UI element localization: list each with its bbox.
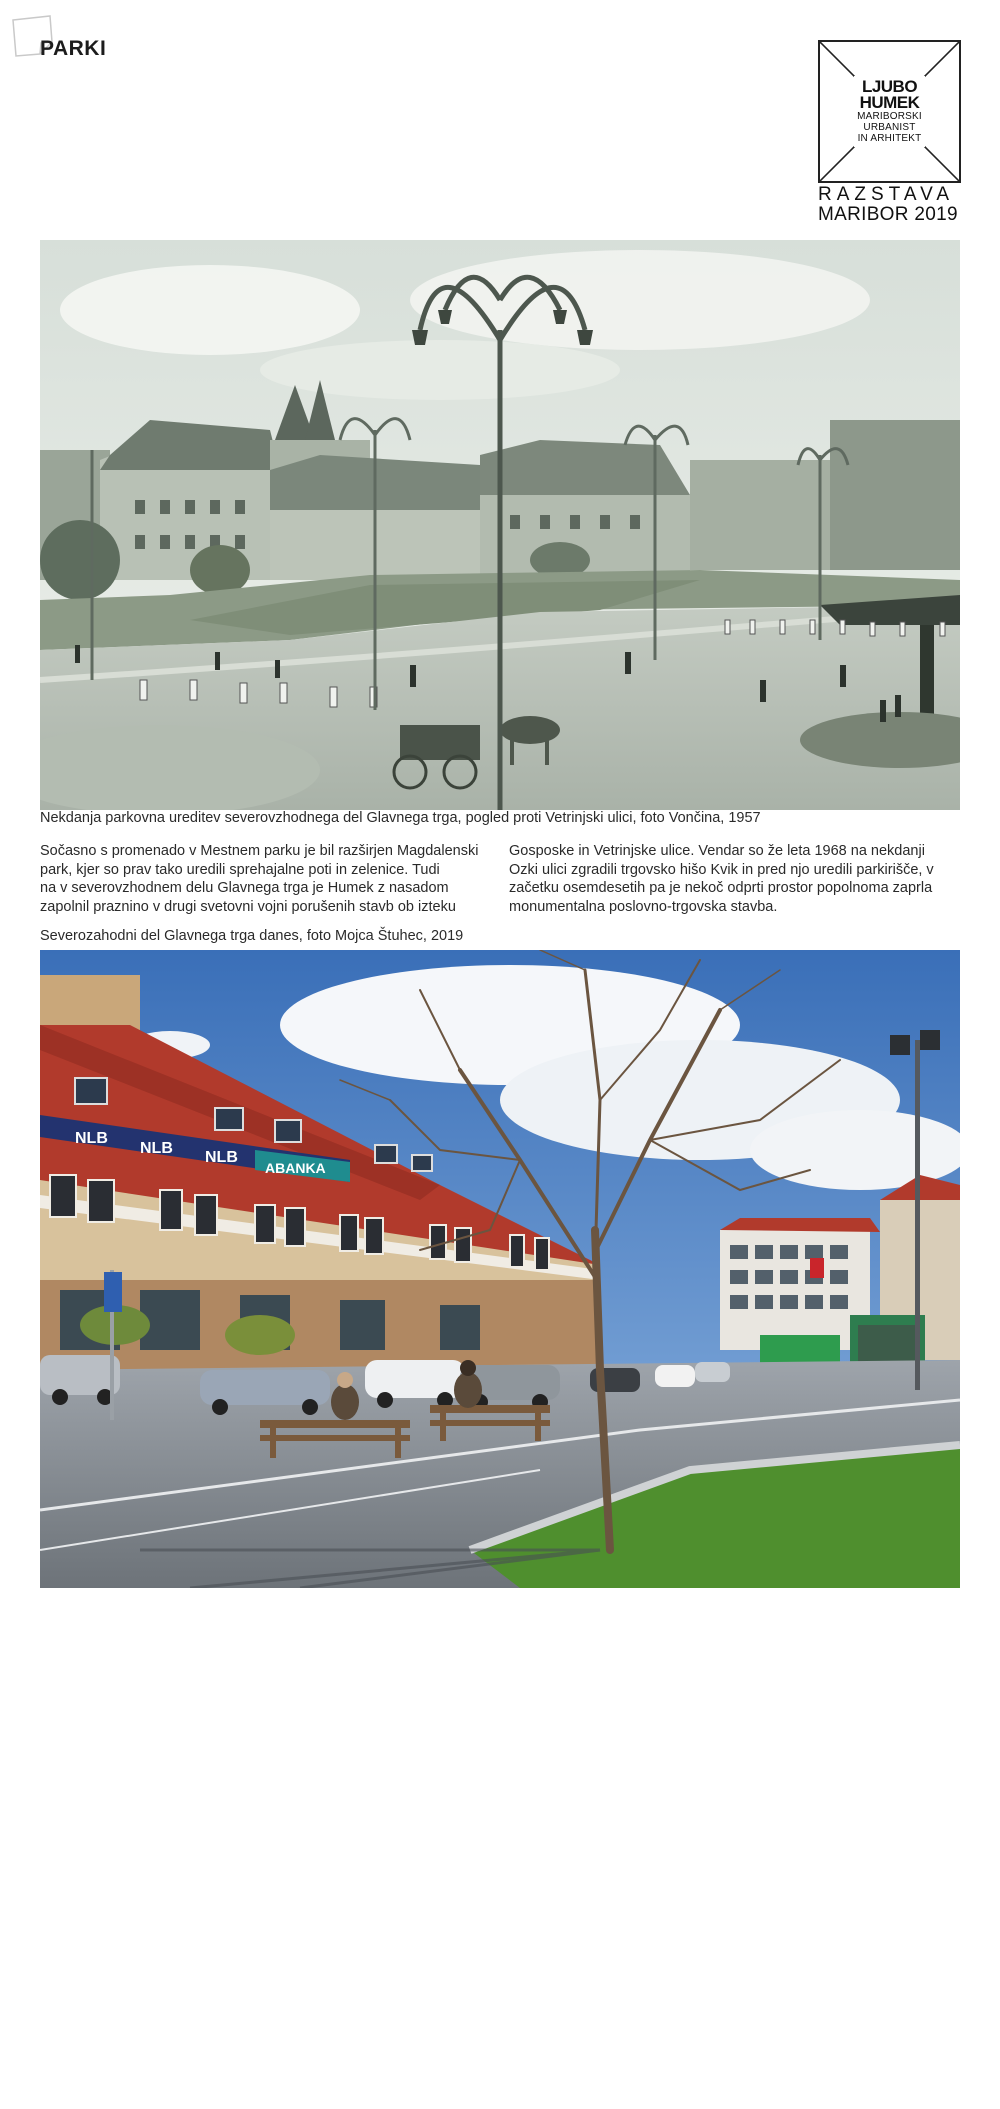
bank-sign-nlb-3: NLB	[205, 1149, 238, 1166]
modern-square-image	[40, 950, 960, 1588]
modern-photo-caption: Severozahodni del Glavnega trga danes, foto Mojca Štuhec, 2019	[40, 928, 464, 944]
logo-text-block	[854, 76, 925, 147]
historic-photo-caption: Nekdanja parkovna ureditev severovzhodnega del Glavnega trga, pogled proti Vetrinjski ulici, foto Vončina, 1957	[40, 810, 761, 826]
section-title: PARKI	[40, 37, 107, 60]
historic-square-image	[40, 240, 960, 810]
body-text-left-column: Sočasno s promenado v Mestnem parku je bil razširjen Magdalenski park, kjer so prav tako uredili sprehajalne poti in zelenice. Tudi na v severovzhodnem delu Glavnega trga je Humek z nasadom zapolnil praznino v drugi svetovni vojni porušenih stavb ob izteku	[40, 843, 479, 915]
logo-subtitle-2: URBANIST	[863, 122, 916, 133]
bank-sign-abanka: ABANKA	[265, 1160, 326, 1176]
logo-caption-exhibition: RAZSTAVA	[818, 184, 955, 205]
bank-sign-nlb-2: NLB	[140, 1140, 173, 1157]
modern-photo	[40, 950, 960, 1588]
logo-frame	[818, 40, 961, 183]
logo-caption-place-year: MARIBOR 2019	[818, 204, 958, 225]
logo-subtitle-1: MARIBORSKI	[857, 111, 922, 122]
historic-photo	[40, 240, 960, 810]
logo-subtitle-3: IN ARHITEKT	[857, 133, 922, 144]
exhibition-logo	[818, 40, 961, 225]
body-text-right-column: Gosposke in Vetrinjske ulice. Vendar so že leta 1968 na nekdanji Ozki ulici zgradili trgovsko hišo Kvik in pred njo uredili parkirišče, v začetku osemdesetih pa je nekoč odprti prostor popolnoma zaprla monumentalna poslovno-trgovska stavba.	[509, 843, 934, 915]
logo-name-last: HUMEK	[859, 93, 920, 112]
logo-name-first: LJUBO	[861, 77, 918, 96]
bank-sign-nlb-1: NLB	[75, 1130, 108, 1147]
